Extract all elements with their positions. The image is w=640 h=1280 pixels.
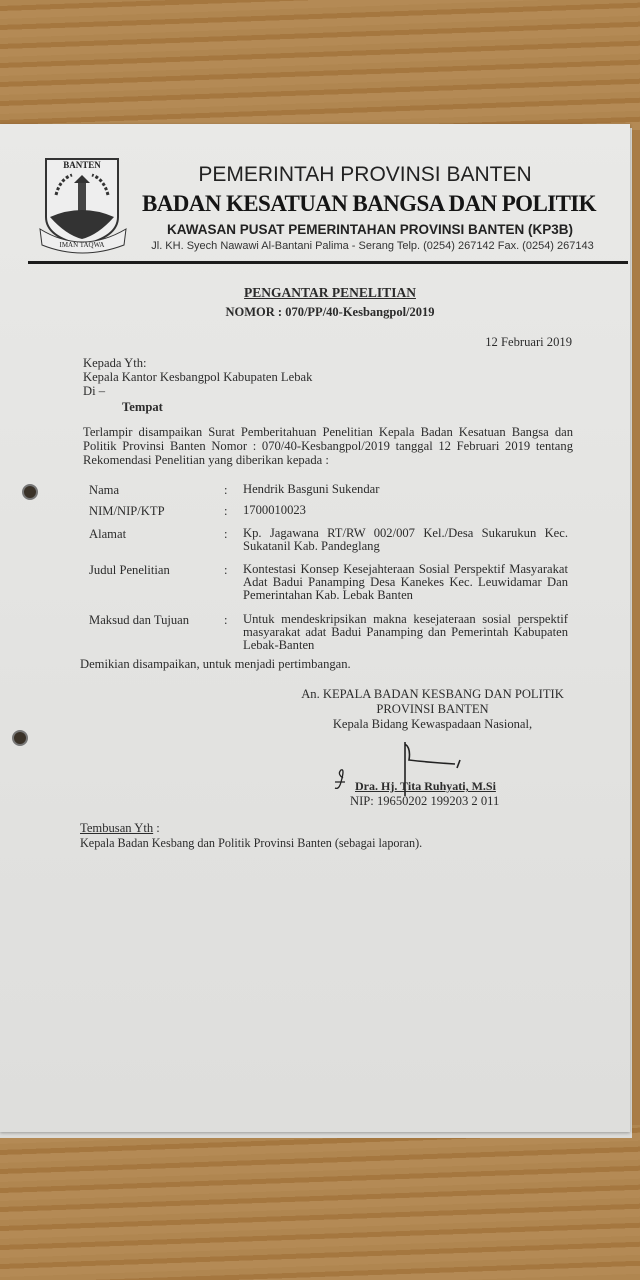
cc-heading: [80, 821, 160, 836]
recipient-di: Di –: [83, 384, 106, 398]
recipient-greeting: Kepada Yth:: [83, 356, 147, 370]
letterhead-address: Jl. KH. Syech Nawawi Al-Bantani Palima - Serang Telp. (0254) 267142 Fax. (0254) 267143: [151, 240, 594, 252]
colon: :: [224, 504, 228, 518]
letterhead-complex: KAWASAN PUSAT PEMERINTAHAN PROVINSI BANTEN (KP3B): [166, 222, 574, 237]
cc-colon: :: [153, 821, 160, 835]
punch-hole: [12, 730, 28, 746]
field-value: Hendrik Basguni Sukendar: [243, 482, 380, 496]
colon: :: [224, 613, 228, 627]
closing-sentence: Demikian disampaikan, untuk menjadi pertimbangan.: [80, 657, 351, 671]
field-value: Kontestasi Konsep Kesejahteraan Sosial Perspektif Masyarakat Adat Badui Panamping Desa Kanekes Kec. Leuwidamar Dan Pemerintahan Kab. Lebak Banten: [243, 562, 568, 602]
signatory-name: Dra. Hj. Tita Ruhyati, M.Si: [355, 779, 496, 793]
punch-hole: [22, 484, 38, 500]
field-label: Judul Penelitian: [89, 563, 170, 577]
recipient-name: Kepala Kantor Kesbangpol Kabupaten Lebak: [83, 370, 313, 384]
wooden-desk-top: [0, 0, 640, 130]
signatory-title-2: PROVINSI BANTEN: [376, 702, 489, 716]
field-label: Nama: [89, 483, 120, 497]
letterhead-divider: [28, 261, 628, 264]
intro-paragraph: Terlampir disampaikan Surat Pemberitahuan Penelitian Kepala Badan Kesatuan Bangsa dan Politik Provinsi Banten Nomor : 070/40-Kesbangpol/2019 tanggal 12 Februari 2019 tentang Rekomendasi Penelitian yang diberikan kepada :: [83, 425, 573, 467]
letterhead-agency: BADAN KESATUAN BANGSA DAN POLITIK: [142, 191, 596, 216]
svg-text:BANTEN: BANTEN: [63, 160, 101, 170]
colon: :: [224, 527, 228, 541]
document-number: NOMOR : 070/PP/40-Kesbangpol/2019: [225, 305, 435, 319]
field-label: Alamat: [89, 527, 127, 541]
document-title: PENGANTAR PENELITIAN: [244, 285, 416, 300]
letter-date: 12 Februari 2019: [485, 335, 572, 349]
field-value: Kp. Jagawana RT/RW 002/007 Kel./Desa Sukarukun Kec. Sukatanil Kab. Pandeglang: [243, 526, 568, 553]
field-label: NIM/NIP/KTP: [89, 504, 165, 518]
field-label: Maksud dan Tujuan: [89, 613, 190, 627]
colon: :: [224, 563, 228, 577]
wooden-desk-bottom: [0, 1125, 640, 1280]
signatory-title-3: Kepala Bidang Kewaspadaan Nasional,: [332, 717, 533, 731]
colon: :: [224, 483, 228, 497]
signatory-nip: NIP: 19650202 199203 2 011: [350, 794, 500, 808]
svg-text:IMAN TAQWA: IMAN TAQWA: [59, 241, 105, 249]
signatory-title-1: An. KEPALA BADAN KESBANG DAN POLITIK: [301, 687, 564, 701]
field-value: 1700010023: [243, 503, 306, 517]
letterhead-government: PEMERINTAH PROVINSI BANTEN: [198, 163, 532, 186]
cc-recipient: Kepala Badan Kesbang dan Politik Provinsi Banten (sebagai laporan).: [80, 836, 423, 850]
recipient-place: Tempat: [122, 400, 163, 414]
field-value: Untuk mendeskripsikan makna kesejateraan sosial perspektif masyarakat adat Badui Panamping dan Pemerintah Kabupaten Lebak-Banten: [243, 612, 568, 652]
cc-title: Tembusan Yth: [80, 821, 154, 835]
banten-emblem-logo: [38, 155, 130, 255]
